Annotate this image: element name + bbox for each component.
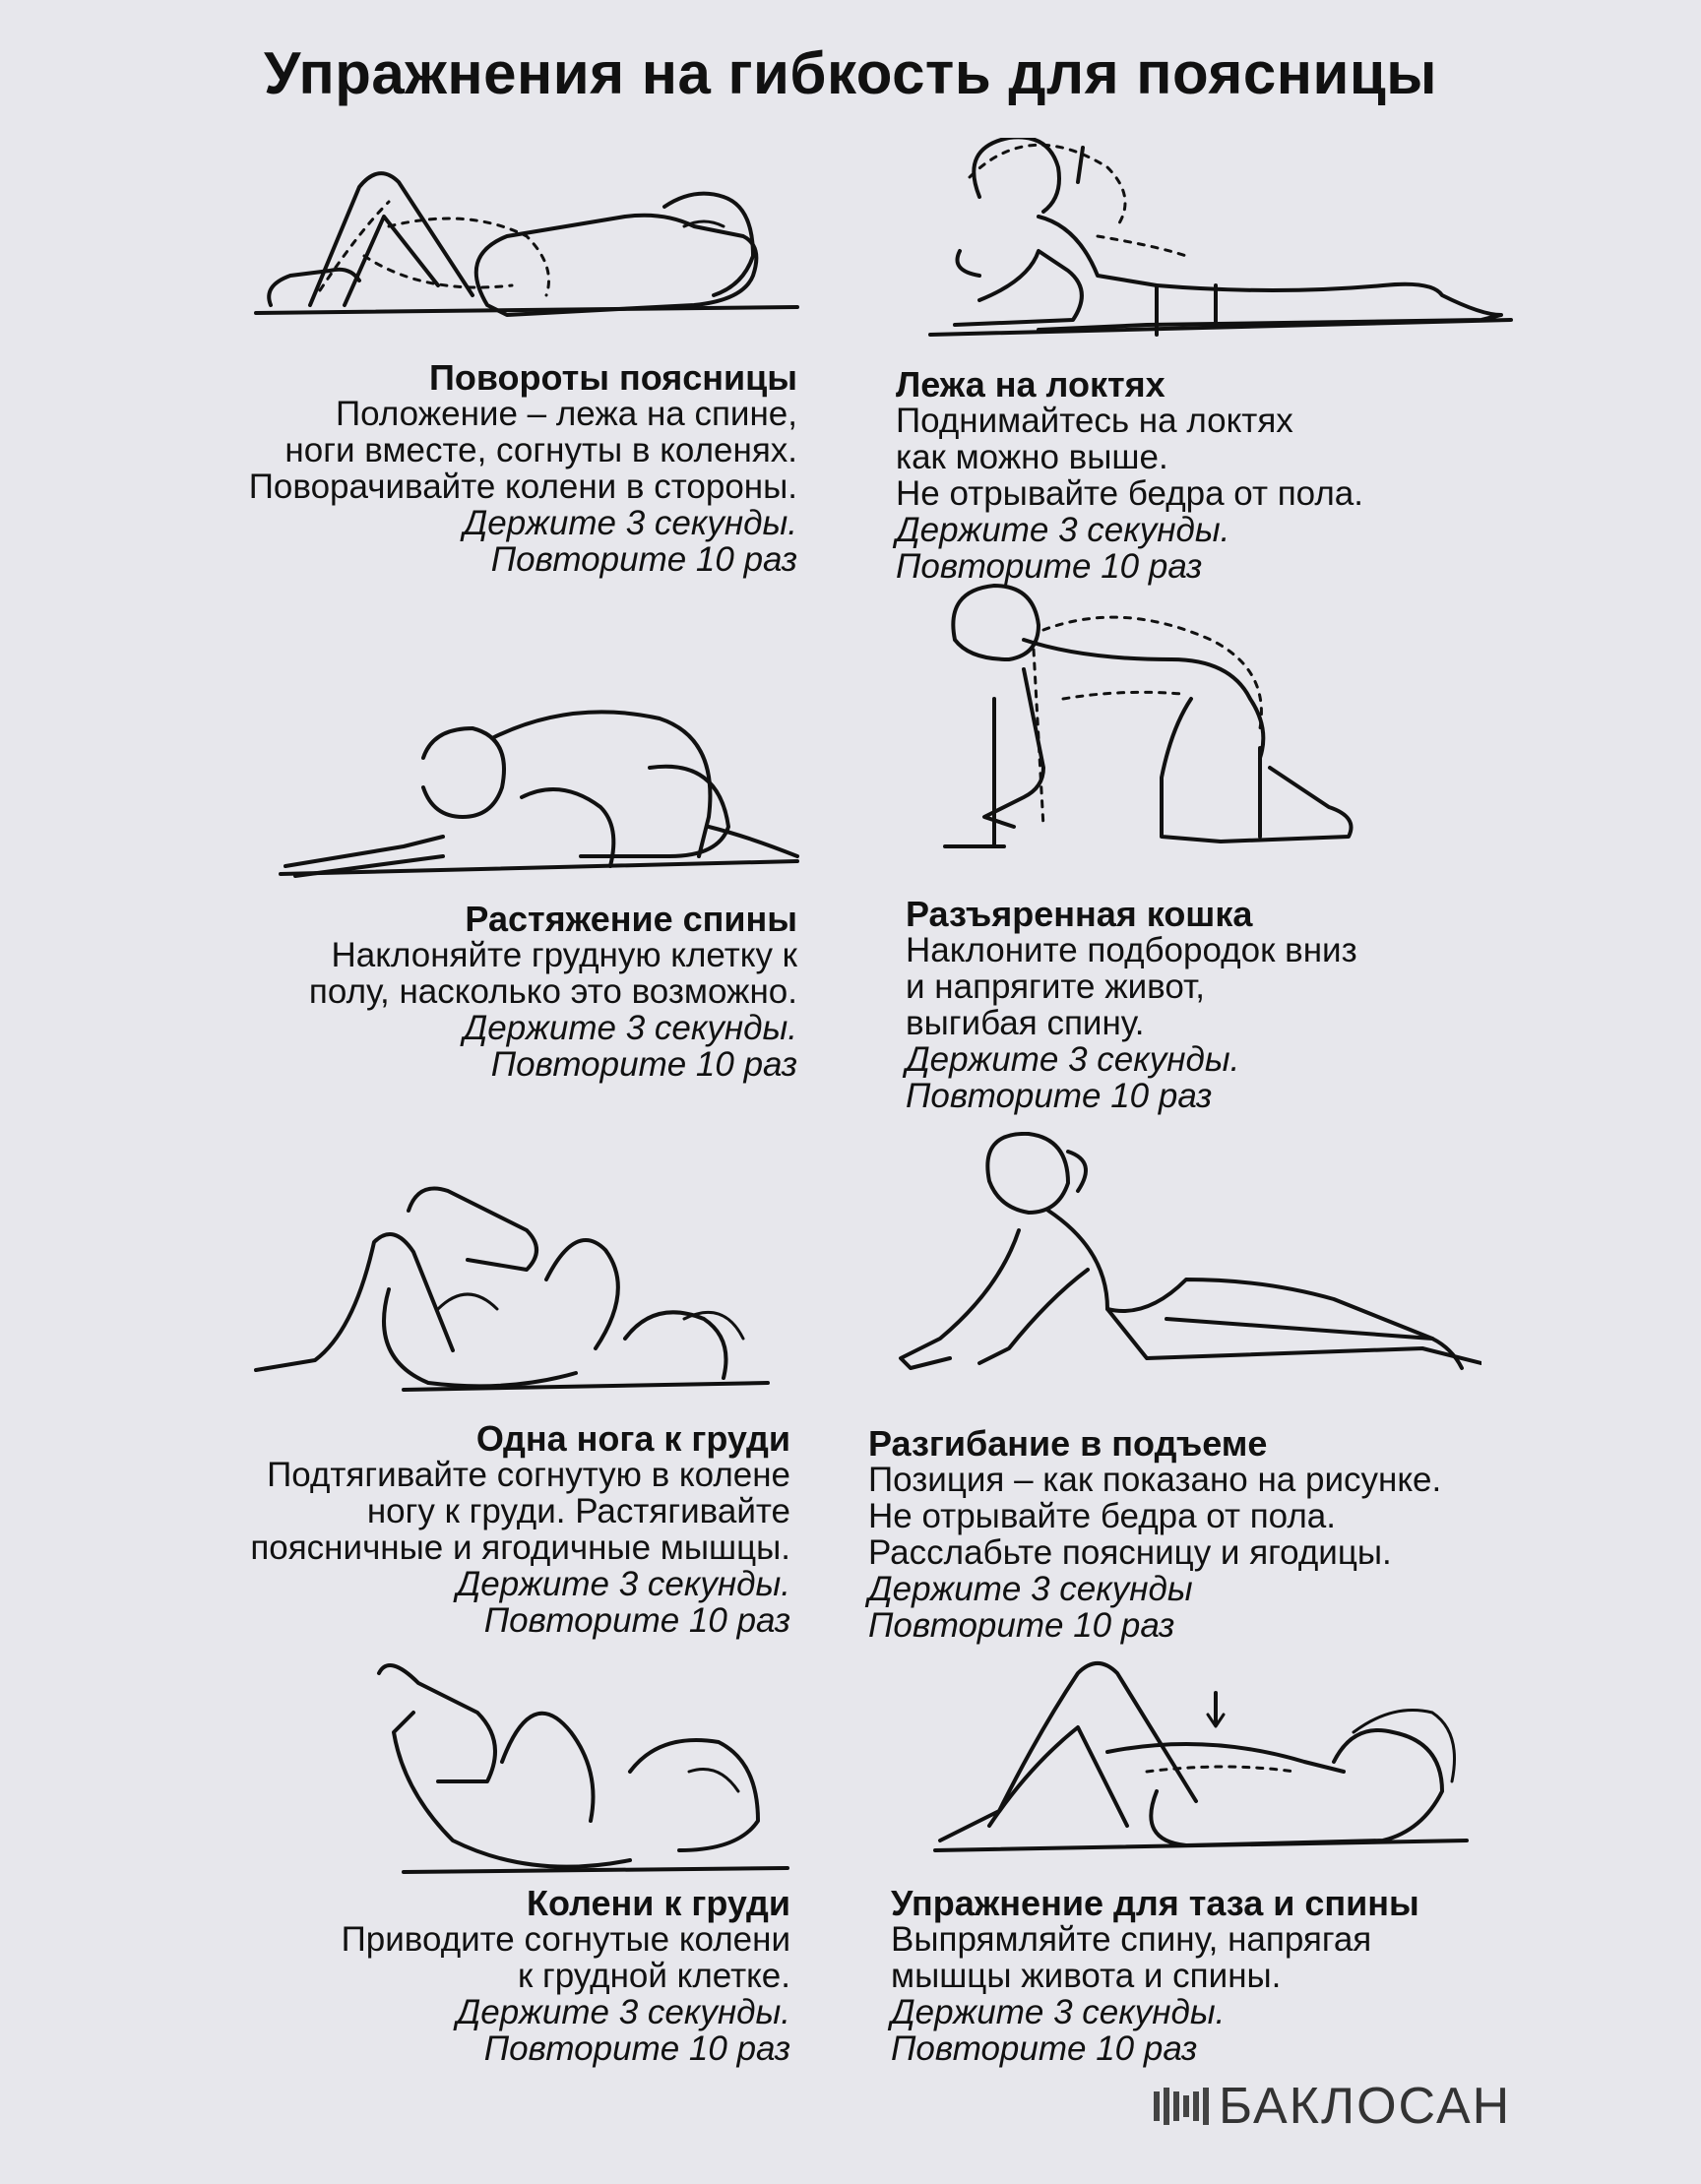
brand-logo	[1152, 2077, 1511, 2136]
repeat-instruction: Повторите 10 раз	[896, 547, 1203, 586]
hold-instruction: Держите 3 секунды.	[891, 1993, 1226, 2031]
cat-arch-figure	[935, 581, 1378, 866]
exercise-text-4	[906, 896, 1614, 1114]
repeat-instruction: Повторите 10 раз	[483, 2029, 790, 2068]
prone-on-elbows-figure	[920, 138, 1521, 349]
exercise-line: выгибая спину.	[906, 1004, 1145, 1042]
exercise-line: Положение – лежа на спине,	[335, 395, 797, 433]
exercise-text-2	[896, 366, 1605, 585]
exercise-heading: Разгибание в подъеме	[868, 1423, 1268, 1464]
exercise-text-5	[23, 1420, 790, 1639]
exercise-line: Наклоняйте грудную клетку к	[331, 936, 797, 974]
exercise-heading: Растяжение спины	[465, 899, 797, 939]
exercise-text-1	[89, 359, 797, 578]
repeat-instruction: Повторите 10 раз	[906, 1077, 1213, 1115]
exercise-line: поясничные и ягодичные мышцы.	[250, 1529, 790, 1567]
page-title: Упражнения на гибкость для поясницы	[264, 40, 1437, 106]
repeat-instruction: Повторите 10 раз	[483, 1601, 790, 1640]
hold-instruction: Держите 3 секунды.	[456, 1993, 790, 2031]
exercise-line: Поднимайтесь на локтях	[896, 402, 1293, 440]
exercise-line: ногу к груди. Растягивайте	[366, 1492, 790, 1530]
exercise-heading: Колени к груди	[527, 1883, 790, 1923]
hold-instruction: Держите 3 секунды.	[906, 1040, 1240, 1079]
exercise-heading: Одна нога к груди	[475, 1418, 790, 1459]
exercise-line: Расслабьте поясницу и ягодицы.	[868, 1533, 1392, 1572]
supine-knee-rotation-figure	[251, 148, 802, 330]
exercise-heading: Упражнение для таза и спины	[891, 1883, 1419, 1923]
hold-instruction: Держите 3 секунды.	[463, 504, 797, 542]
exercise-line: Приводите согнутые колени	[341, 1920, 790, 1959]
pelvic-tilt-figure	[930, 1654, 1472, 1865]
child-pose-stretch-figure	[276, 699, 807, 886]
exercise-line: Поворачивайте колени в стороны.	[248, 468, 797, 506]
exercise-line: полу, насколько это возможно.	[308, 972, 797, 1011]
exercise-text-6	[868, 1425, 1675, 1644]
exercise-line: Выпрямляйте спину, напрягая	[891, 1920, 1372, 1959]
exercise-heading: Разъяренная кошка	[906, 894, 1253, 934]
prone-press-up-figure	[891, 1132, 1481, 1403]
sine-wave-logo-icon	[1152, 2084, 1213, 2129]
exercise-line: как можно выше.	[896, 438, 1168, 476]
exercise-heading: Лежа на локтях	[896, 364, 1166, 405]
repeat-instruction: Повторите 10 раз	[891, 2029, 1198, 2068]
repeat-instruction: Повторите 10 раз	[868, 1606, 1175, 1645]
exercise-text-7	[82, 1885, 790, 2067]
single-knee-to-chest-figure	[251, 1181, 773, 1403]
exercise-line: ноги вместе, согнуты в коленях.	[284, 431, 797, 469]
exercise-line: Подтягивайте согнутую в колене	[267, 1456, 790, 1494]
repeat-instruction: Повторите 10 раз	[490, 540, 797, 579]
exercise-line: Не отрывайте бедра от пола.	[868, 1497, 1336, 1535]
exercise-line: и напрягите живот,	[906, 967, 1205, 1006]
hold-instruction: Держите 3 секунды.	[456, 1565, 790, 1603]
repeat-instruction: Повторите 10 раз	[490, 1045, 797, 1084]
exercise-line: Позиция – как показано на рисунке.	[868, 1461, 1442, 1499]
exercise-line: Наклоните подбородок вниз	[906, 931, 1357, 969]
double-knees-to-chest-figure	[374, 1654, 797, 1885]
hold-instruction: Держите 3 секунды.	[463, 1009, 797, 1047]
exercise-line: Не отрывайте бедра от пола.	[896, 474, 1363, 513]
exercise-line: мышцы живота и спины.	[891, 1957, 1282, 1995]
exercise-text-3	[89, 901, 797, 1083]
exercise-text-8	[891, 1885, 1678, 2067]
hold-instruction: Держите 3 секунды	[868, 1570, 1193, 1608]
exercise-heading: Повороты поясницы	[428, 357, 797, 398]
brand-name: БАКЛОСАН	[1219, 2078, 1512, 2135]
hold-instruction: Держите 3 секунды.	[896, 511, 1230, 549]
exercise-line: к грудной клетке.	[517, 1957, 790, 1995]
